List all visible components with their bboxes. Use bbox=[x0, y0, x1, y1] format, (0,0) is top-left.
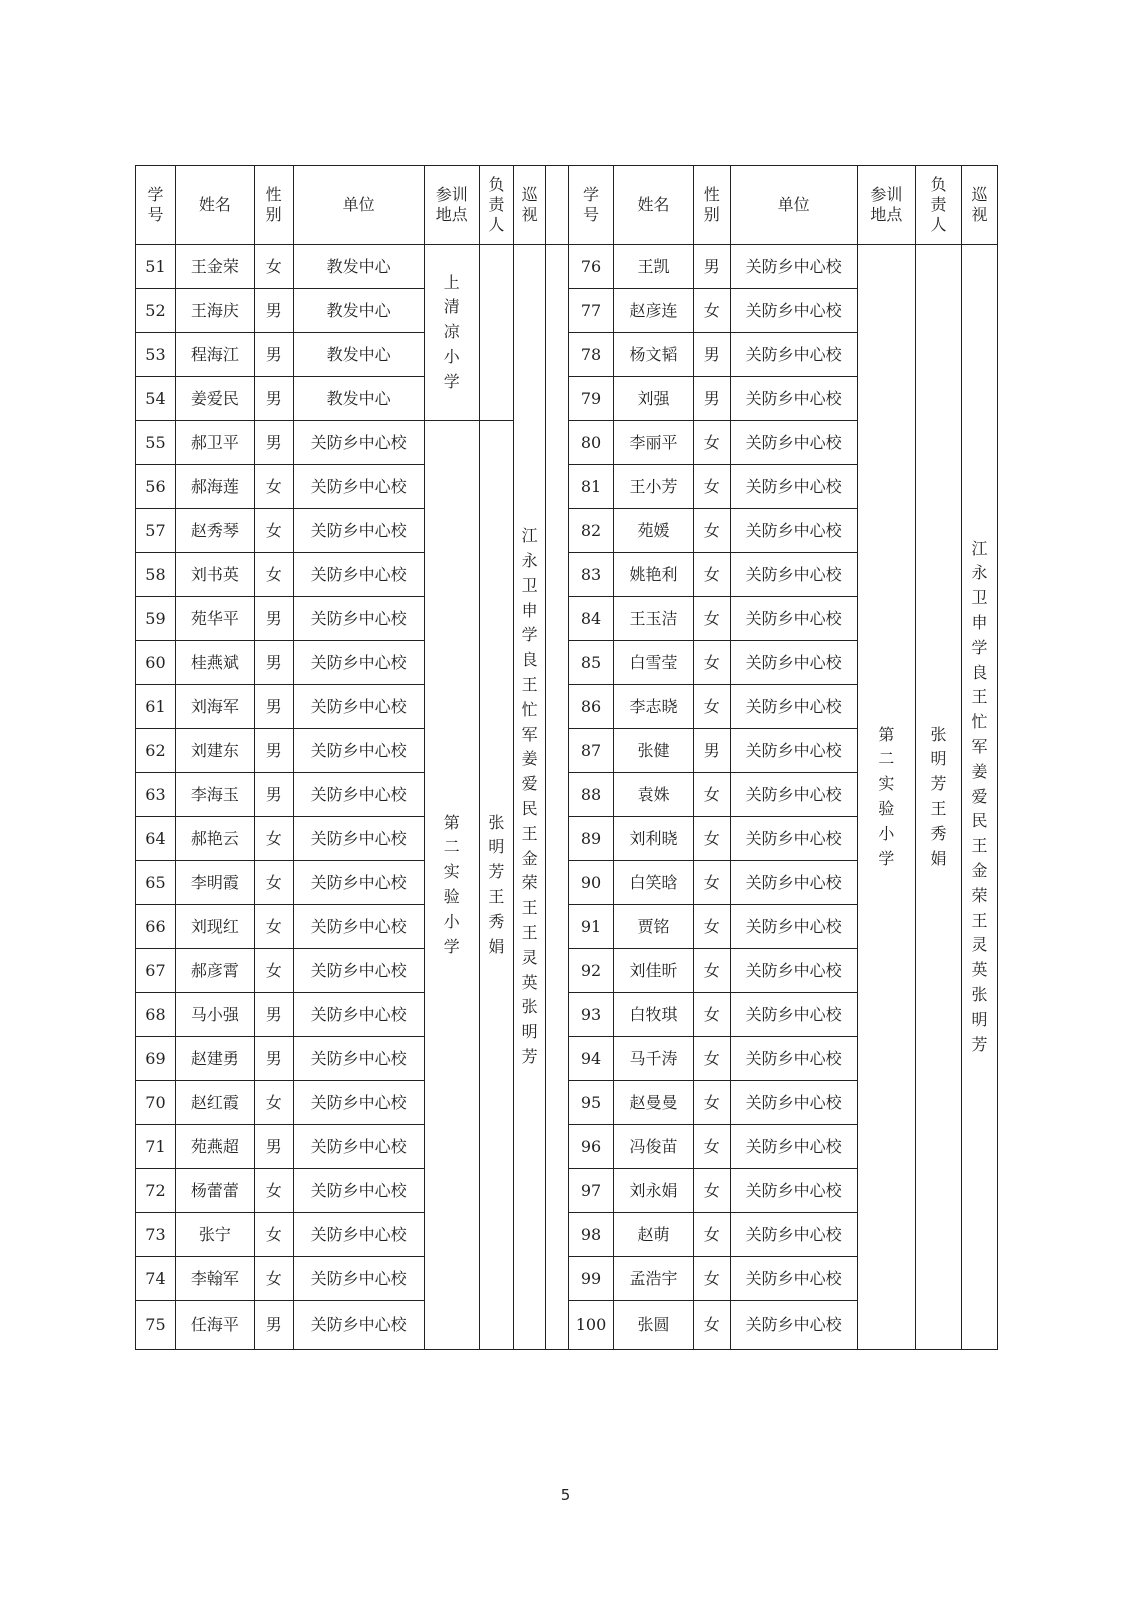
header-patrol: 巡视 bbox=[513, 166, 546, 245]
student-gender: 男 bbox=[254, 1037, 293, 1081]
student-gender-right: 女 bbox=[693, 1081, 730, 1125]
location-cell-right bbox=[857, 245, 915, 1350]
student-id: 67 bbox=[136, 949, 176, 993]
student-name: 李明霞 bbox=[175, 861, 254, 905]
header-row bbox=[136, 166, 998, 245]
student-name: 王海庆 bbox=[175, 289, 254, 333]
student-id: 70 bbox=[136, 1081, 176, 1125]
patrol-cell-left bbox=[513, 245, 546, 1350]
student-gender: 男 bbox=[254, 1301, 293, 1350]
student-id-right: 89 bbox=[569, 817, 614, 861]
student-name: 姜爱民 bbox=[175, 377, 254, 421]
student-gender-right: 女 bbox=[693, 509, 730, 553]
student-unit-right: 关防乡中心校 bbox=[730, 1169, 857, 1213]
student-id-right: 76 bbox=[569, 245, 614, 289]
student-unit-right: 关防乡中心校 bbox=[730, 1125, 857, 1169]
student-unit: 教发中心 bbox=[293, 245, 424, 289]
student-name-right: 孟浩宇 bbox=[614, 1257, 694, 1301]
student-id-right: 86 bbox=[569, 685, 614, 729]
student-id-right: 82 bbox=[569, 509, 614, 553]
student-gender: 女 bbox=[254, 1257, 293, 1301]
student-unit-right: 关防乡中心校 bbox=[730, 553, 857, 597]
student-unit: 关防乡中心校 bbox=[293, 641, 424, 685]
student-gender: 女 bbox=[254, 949, 293, 993]
student-unit: 关防乡中心校 bbox=[293, 773, 424, 817]
student-name: 郝艳云 bbox=[175, 817, 254, 861]
student-id-right: 99 bbox=[569, 1257, 614, 1301]
student-unit: 关防乡中心校 bbox=[293, 1169, 424, 1213]
header-id-right: 学号 bbox=[569, 166, 614, 245]
student-id-right: 97 bbox=[569, 1169, 614, 1213]
student-gender-right: 女 bbox=[693, 289, 730, 333]
header-unit-right: 单位 bbox=[730, 166, 857, 245]
student-name-right: 李丽平 bbox=[614, 421, 694, 465]
header-unit: 单位 bbox=[293, 166, 424, 245]
student-name-right: 冯俊苗 bbox=[614, 1125, 694, 1169]
student-gender: 女 bbox=[254, 905, 293, 949]
student-unit: 关防乡中心校 bbox=[293, 729, 424, 773]
student-unit: 关防乡中心校 bbox=[293, 1257, 424, 1301]
student-name-right: 张圆 bbox=[614, 1301, 694, 1350]
student-id: 63 bbox=[136, 773, 176, 817]
student-name-right: 王玉洁 bbox=[614, 597, 694, 641]
student-unit: 关防乡中心校 bbox=[293, 949, 424, 993]
page-number: 5 bbox=[560, 1486, 571, 1504]
student-unit: 关防乡中心校 bbox=[293, 1037, 424, 1081]
student-unit: 教发中心 bbox=[293, 377, 424, 421]
student-gender: 男 bbox=[254, 993, 293, 1037]
student-id: 55 bbox=[136, 421, 176, 465]
student-id: 51 bbox=[136, 245, 176, 289]
student-gender-right: 女 bbox=[693, 1125, 730, 1169]
student-gender-right: 女 bbox=[693, 1301, 730, 1350]
student-gender: 女 bbox=[254, 861, 293, 905]
header-location: 参训地点 bbox=[424, 166, 479, 245]
student-unit-right: 关防乡中心校 bbox=[730, 509, 857, 553]
student-unit: 关防乡中心校 bbox=[293, 817, 424, 861]
student-id-right: 93 bbox=[569, 993, 614, 1037]
leader-cell-upper bbox=[479, 245, 513, 421]
student-gender-right: 女 bbox=[693, 465, 730, 509]
student-id-right: 92 bbox=[569, 949, 614, 993]
student-name-right: 刘强 bbox=[614, 377, 694, 421]
student-unit: 关防乡中心校 bbox=[293, 421, 424, 465]
student-unit: 教发中心 bbox=[293, 333, 424, 377]
student-name: 赵红霞 bbox=[175, 1081, 254, 1125]
student-gender: 男 bbox=[254, 729, 293, 773]
student-unit-right: 关防乡中心校 bbox=[730, 377, 857, 421]
student-id: 64 bbox=[136, 817, 176, 861]
student-id: 58 bbox=[136, 553, 176, 597]
student-unit: 关防乡中心校 bbox=[293, 597, 424, 641]
leader-cell-lower-text: 张明芳 王秀娟 bbox=[488, 812, 505, 956]
student-name: 苑华平 bbox=[175, 597, 254, 641]
student-name-right: 赵彦连 bbox=[614, 289, 694, 333]
student-gender-right: 女 bbox=[693, 773, 730, 817]
student-id-right: 88 bbox=[569, 773, 614, 817]
student-unit: 关防乡中心校 bbox=[293, 905, 424, 949]
student-id: 57 bbox=[136, 509, 176, 553]
location-cell-upper bbox=[424, 245, 479, 421]
student-id-right: 80 bbox=[569, 421, 614, 465]
student-id: 52 bbox=[136, 289, 176, 333]
student-id-right: 100 bbox=[569, 1301, 614, 1350]
student-gender-right: 女 bbox=[693, 553, 730, 597]
student-unit-right: 关防乡中心校 bbox=[730, 1037, 857, 1081]
student-gender-right: 女 bbox=[693, 817, 730, 861]
student-name: 马小强 bbox=[175, 993, 254, 1037]
student-name-right: 刘佳昕 bbox=[614, 949, 694, 993]
student-name-right: 赵曼曼 bbox=[614, 1081, 694, 1125]
student-unit: 关防乡中心校 bbox=[293, 993, 424, 1037]
student-gender: 女 bbox=[254, 509, 293, 553]
student-unit-right: 关防乡中心校 bbox=[730, 773, 857, 817]
student-unit-right: 关防乡中心校 bbox=[730, 1081, 857, 1125]
student-name-right: 赵萌 bbox=[614, 1213, 694, 1257]
student-id: 61 bbox=[136, 685, 176, 729]
header-id: 学号 bbox=[136, 166, 176, 245]
student-id: 68 bbox=[136, 993, 176, 1037]
student-unit-right: 关防乡中心校 bbox=[730, 949, 857, 993]
student-id-right: 94 bbox=[569, 1037, 614, 1081]
student-unit-right: 关防乡中心校 bbox=[730, 641, 857, 685]
student-gender: 女 bbox=[254, 245, 293, 289]
student-gender-right: 女 bbox=[693, 949, 730, 993]
header-name: 姓名 bbox=[175, 166, 254, 245]
student-unit: 关防乡中心校 bbox=[293, 1213, 424, 1257]
student-gender-right: 女 bbox=[693, 1213, 730, 1257]
student-id-right: 87 bbox=[569, 729, 614, 773]
student-name: 刘现红 bbox=[175, 905, 254, 949]
student-name-right: 王凯 bbox=[614, 245, 694, 289]
student-gender: 女 bbox=[254, 817, 293, 861]
location-cell-lower bbox=[424, 421, 479, 1350]
student-name-right: 张健 bbox=[614, 729, 694, 773]
header-name-right: 姓名 bbox=[614, 166, 694, 245]
student-name: 杨蕾蕾 bbox=[175, 1169, 254, 1213]
student-name: 程海江 bbox=[175, 333, 254, 377]
student-gender-right: 女 bbox=[693, 421, 730, 465]
student-gender-right: 女 bbox=[693, 1257, 730, 1301]
student-unit-right: 关防乡中心校 bbox=[730, 861, 857, 905]
leader-cell-right bbox=[916, 245, 962, 1350]
student-name: 苑燕超 bbox=[175, 1125, 254, 1169]
student-name-right: 白牧琪 bbox=[614, 993, 694, 1037]
student-unit-right: 关防乡中心校 bbox=[730, 817, 857, 861]
student-gender-right: 女 bbox=[693, 861, 730, 905]
student-id: 69 bbox=[136, 1037, 176, 1081]
student-gender-right: 女 bbox=[693, 905, 730, 949]
student-id-right: 90 bbox=[569, 861, 614, 905]
student-unit-right: 关防乡中心校 bbox=[730, 465, 857, 509]
student-id-right: 78 bbox=[569, 333, 614, 377]
student-name: 赵建勇 bbox=[175, 1037, 254, 1081]
student-gender-right: 女 bbox=[693, 685, 730, 729]
student-unit: 关防乡中心校 bbox=[293, 1301, 424, 1350]
student-id-right: 85 bbox=[569, 641, 614, 685]
student-name: 李翰军 bbox=[175, 1257, 254, 1301]
student-name-right: 刘永娟 bbox=[614, 1169, 694, 1213]
student-name-right: 马千涛 bbox=[614, 1037, 694, 1081]
student-unit-right: 关防乡中心校 bbox=[730, 597, 857, 641]
student-id-right: 91 bbox=[569, 905, 614, 949]
student-gender-right: 女 bbox=[693, 1037, 730, 1081]
student-gender-right: 男 bbox=[693, 333, 730, 377]
header-patrol-right: 巡视 bbox=[962, 166, 998, 245]
student-gender: 男 bbox=[254, 377, 293, 421]
student-name-right: 李志晓 bbox=[614, 685, 694, 729]
student-unit: 关防乡中心校 bbox=[293, 465, 424, 509]
student-name: 郝卫平 bbox=[175, 421, 254, 465]
student-name-right: 袁姝 bbox=[614, 773, 694, 817]
student-unit: 关防乡中心校 bbox=[293, 685, 424, 729]
student-name-right: 王小芳 bbox=[614, 465, 694, 509]
student-id-right: 96 bbox=[569, 1125, 614, 1169]
student-id: 59 bbox=[136, 597, 176, 641]
student-gender: 男 bbox=[254, 597, 293, 641]
column-gap bbox=[546, 166, 569, 245]
student-name: 刘建东 bbox=[175, 729, 254, 773]
student-id-right: 83 bbox=[569, 553, 614, 597]
student-name: 张宁 bbox=[175, 1213, 254, 1257]
header-leader: 负责人 bbox=[479, 166, 513, 245]
student-name-right: 贾铭 bbox=[614, 905, 694, 949]
student-id-right: 84 bbox=[569, 597, 614, 641]
student-unit: 关防乡中心校 bbox=[293, 553, 424, 597]
student-unit: 教发中心 bbox=[293, 289, 424, 333]
header-gender-right: 性别 bbox=[693, 166, 730, 245]
student-name: 刘书英 bbox=[175, 553, 254, 597]
patrol-cell-left-text: 江永卫 申学良 王忙军 姜爱民 王金荣 王王灵英 张明芳 bbox=[521, 526, 538, 1066]
student-id: 71 bbox=[136, 1125, 176, 1169]
student-unit: 关防乡中心校 bbox=[293, 1125, 424, 1169]
student-id-right: 77 bbox=[569, 289, 614, 333]
training-roster-table bbox=[135, 165, 998, 1350]
student-unit: 关防乡中心校 bbox=[293, 861, 424, 905]
student-unit: 关防乡中心校 bbox=[293, 509, 424, 553]
student-name-right: 杨文韬 bbox=[614, 333, 694, 377]
student-unit-right: 关防乡中心校 bbox=[730, 421, 857, 465]
student-unit-right: 关防乡中心校 bbox=[730, 729, 857, 773]
header-location-right: 参训地点 bbox=[857, 166, 915, 245]
student-name-right: 刘利晓 bbox=[614, 817, 694, 861]
student-id: 56 bbox=[136, 465, 176, 509]
student-id-right: 79 bbox=[569, 377, 614, 421]
student-unit-right: 关防乡中心校 bbox=[730, 1213, 857, 1257]
student-gender: 男 bbox=[254, 289, 293, 333]
student-name: 赵秀琴 bbox=[175, 509, 254, 553]
student-gender-right: 女 bbox=[693, 641, 730, 685]
student-gender: 男 bbox=[254, 1125, 293, 1169]
student-id: 73 bbox=[136, 1213, 176, 1257]
student-id: 62 bbox=[136, 729, 176, 773]
student-name-right: 姚艳利 bbox=[614, 553, 694, 597]
location-cell-right-text: 第二实验小学 bbox=[878, 724, 895, 868]
student-gender: 男 bbox=[254, 641, 293, 685]
student-gender-right: 男 bbox=[693, 377, 730, 421]
student-id: 53 bbox=[136, 333, 176, 377]
student-unit-right: 关防乡中心校 bbox=[730, 245, 857, 289]
student-unit-right: 关防乡中心校 bbox=[730, 905, 857, 949]
student-unit: 关防乡中心校 bbox=[293, 1081, 424, 1125]
student-id: 65 bbox=[136, 861, 176, 905]
student-gender-right: 女 bbox=[693, 993, 730, 1037]
table-row bbox=[136, 245, 998, 289]
student-name-right: 白笑晗 bbox=[614, 861, 694, 905]
student-id: 75 bbox=[136, 1301, 176, 1350]
student-gender: 女 bbox=[254, 1213, 293, 1257]
student-gender: 女 bbox=[254, 553, 293, 597]
student-name-right: 白雪莹 bbox=[614, 641, 694, 685]
patrol-cell-right bbox=[962, 245, 998, 1350]
student-gender: 男 bbox=[254, 333, 293, 377]
student-name: 李海玉 bbox=[175, 773, 254, 817]
patrol-cell-right-text: 江永卫 申学良 王忙军 姜爱民 王金荣 王灵英 张明芳 bbox=[971, 538, 988, 1054]
header-leader-right: 负责人 bbox=[916, 166, 962, 245]
student-name: 任海平 bbox=[175, 1301, 254, 1350]
student-gender: 男 bbox=[254, 421, 293, 465]
student-gender-right: 女 bbox=[693, 1169, 730, 1213]
student-id: 66 bbox=[136, 905, 176, 949]
student-gender-right: 女 bbox=[693, 597, 730, 641]
student-name: 刘海军 bbox=[175, 685, 254, 729]
student-unit-right: 关防乡中心校 bbox=[730, 289, 857, 333]
student-id: 72 bbox=[136, 1169, 176, 1213]
student-name: 桂燕斌 bbox=[175, 641, 254, 685]
student-unit-right: 关防乡中心校 bbox=[730, 685, 857, 729]
student-id: 54 bbox=[136, 377, 176, 421]
student-unit-right: 关防乡中心校 bbox=[730, 1257, 857, 1301]
leader-cell-right-text: 张明芳 王秀娟 bbox=[930, 724, 947, 868]
student-gender: 女 bbox=[254, 1169, 293, 1213]
student-unit-right: 关防乡中心校 bbox=[730, 333, 857, 377]
header-gender: 性别 bbox=[254, 166, 293, 245]
student-id: 60 bbox=[136, 641, 176, 685]
column-gap bbox=[546, 245, 569, 1350]
student-unit-right: 关防乡中心校 bbox=[730, 1301, 857, 1350]
student-id-right: 98 bbox=[569, 1213, 614, 1257]
student-name-right: 苑媛 bbox=[614, 509, 694, 553]
student-gender: 男 bbox=[254, 685, 293, 729]
student-id-right: 95 bbox=[569, 1081, 614, 1125]
student-name: 王金荣 bbox=[175, 245, 254, 289]
location-cell-upper-text: 上清凉小学 bbox=[443, 272, 460, 391]
student-gender: 女 bbox=[254, 465, 293, 509]
location-cell-lower-text: 第二实验小学 bbox=[443, 812, 460, 956]
student-id-right: 81 bbox=[569, 465, 614, 509]
student-name: 郝彦霄 bbox=[175, 949, 254, 993]
roster-body bbox=[136, 245, 998, 1350]
leader-cell-lower bbox=[479, 421, 513, 1350]
student-name: 郝海莲 bbox=[175, 465, 254, 509]
student-unit-right: 关防乡中心校 bbox=[730, 993, 857, 1037]
student-gender-right: 男 bbox=[693, 245, 730, 289]
student-id: 74 bbox=[136, 1257, 176, 1301]
student-gender: 女 bbox=[254, 1081, 293, 1125]
student-gender: 男 bbox=[254, 773, 293, 817]
student-gender-right: 男 bbox=[693, 729, 730, 773]
